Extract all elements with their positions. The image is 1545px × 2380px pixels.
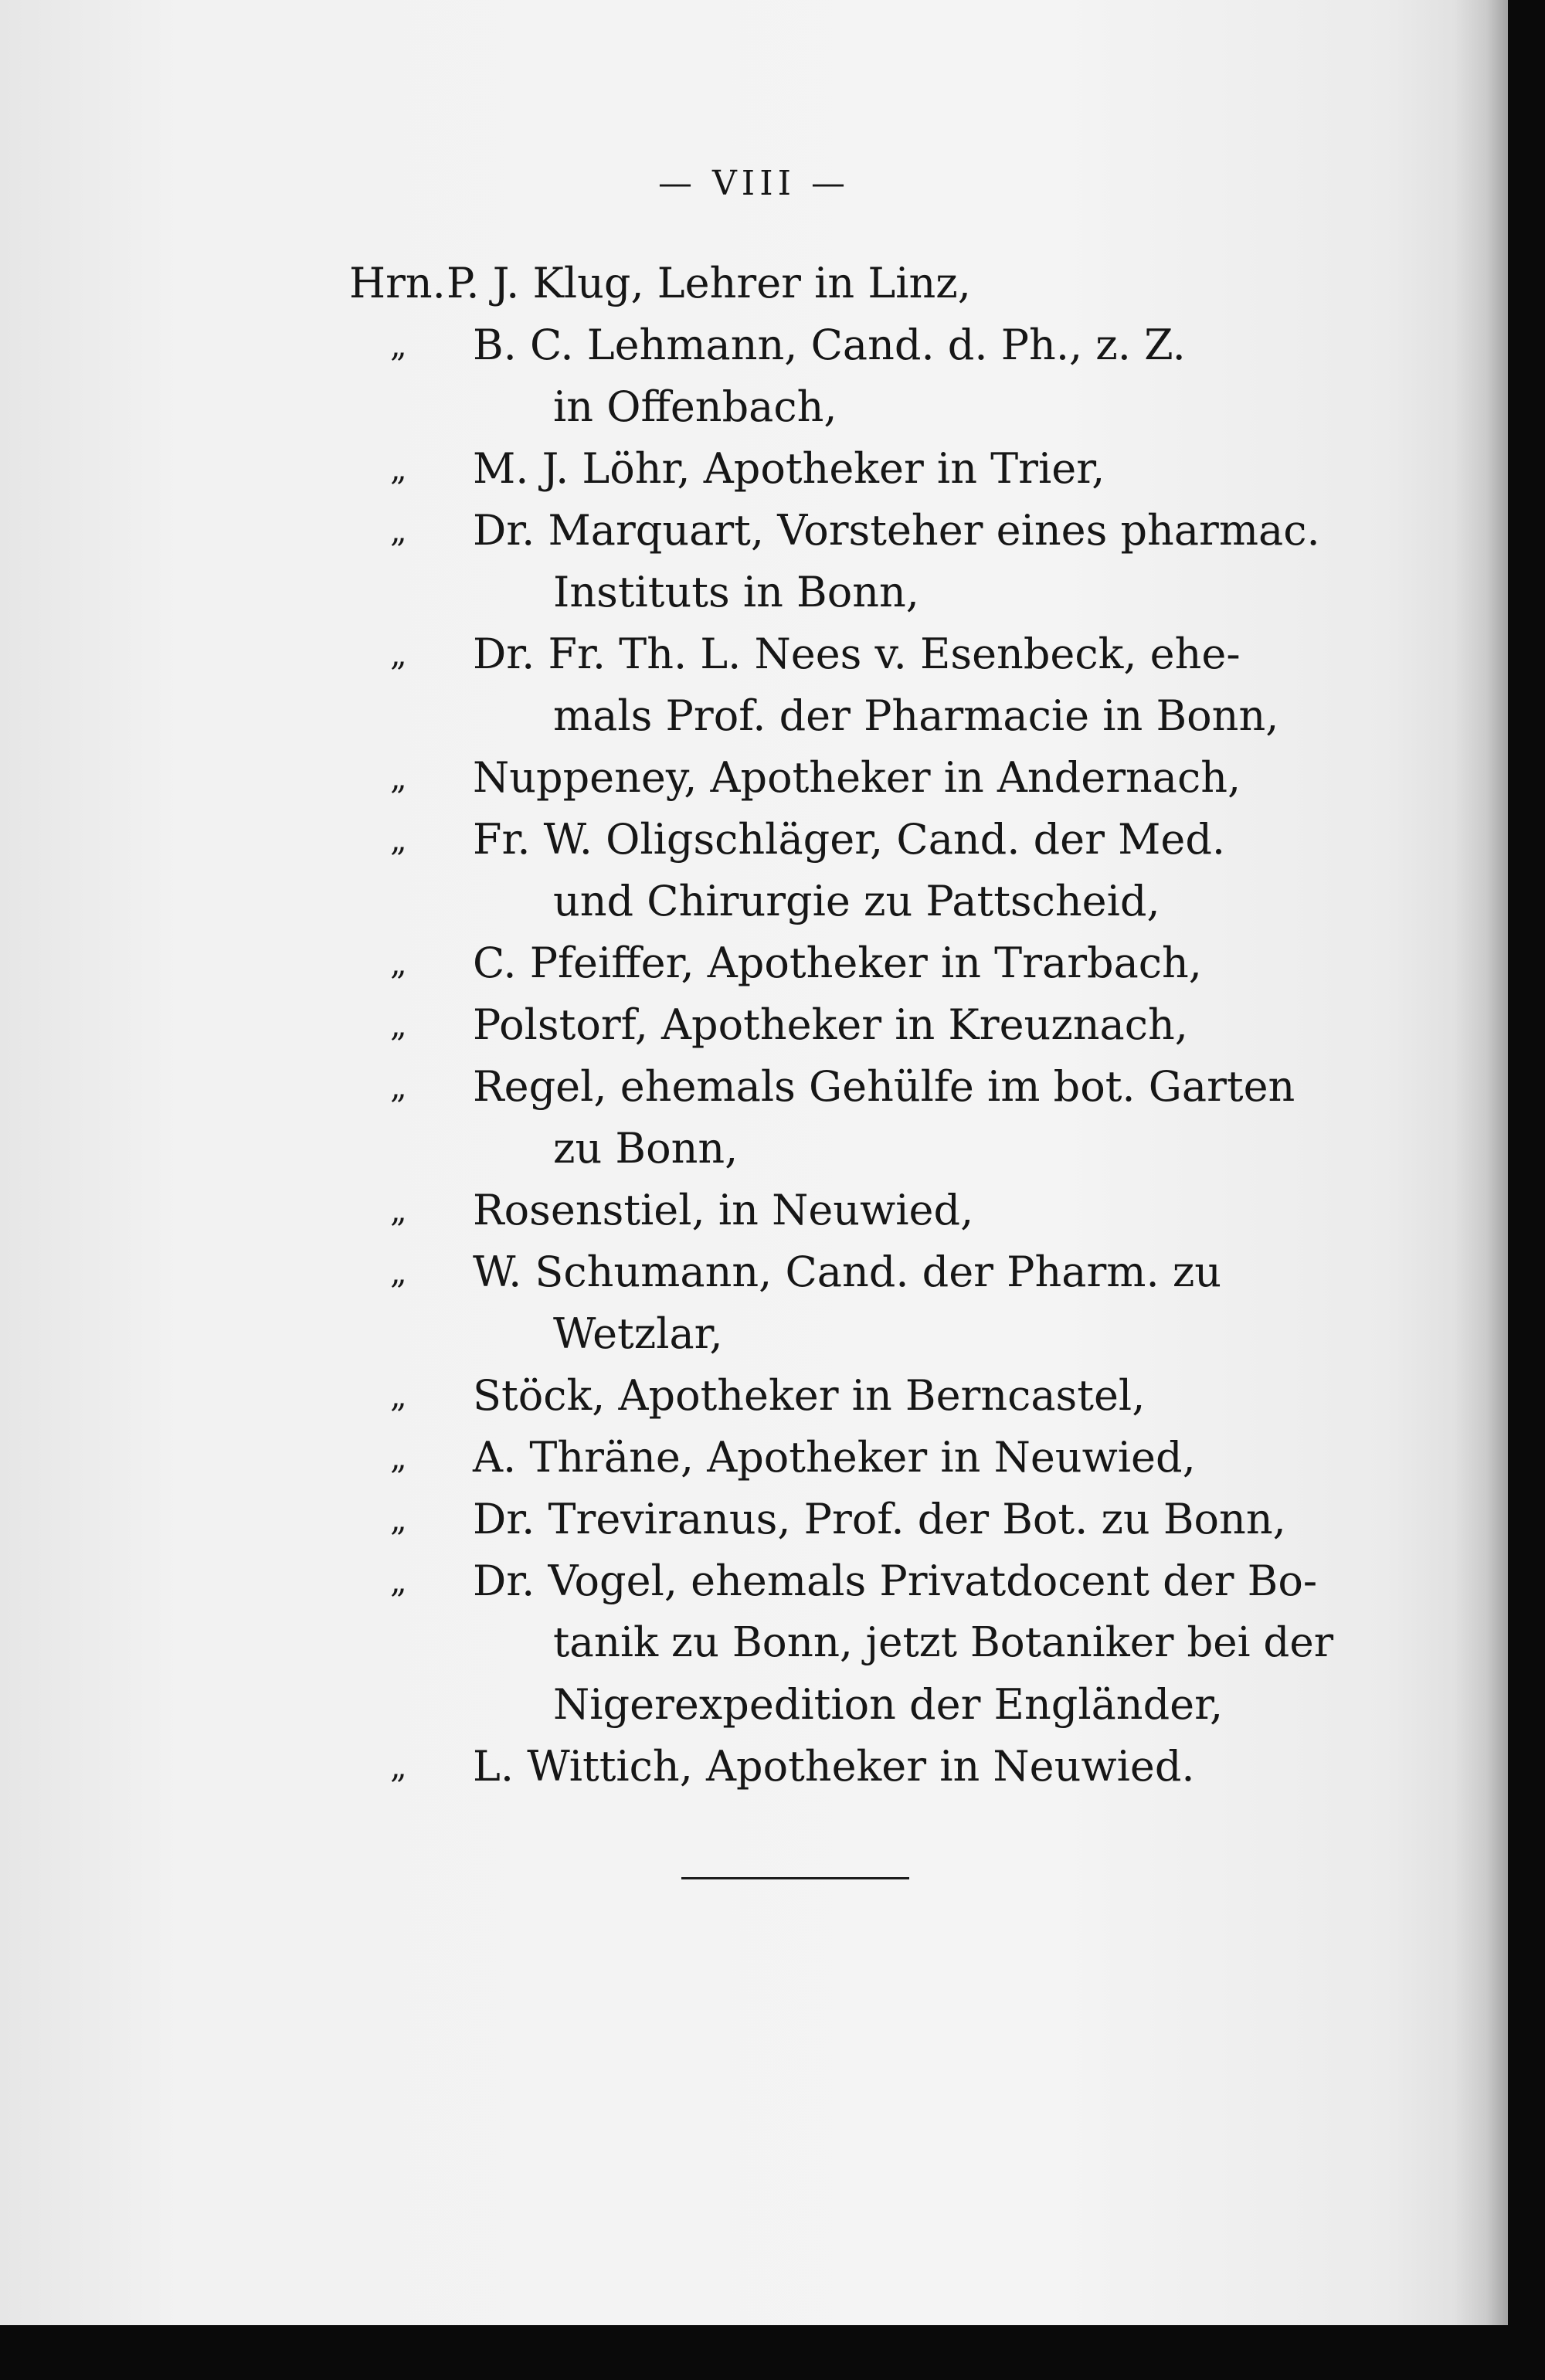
list-line: Rosenstiel, in Neuwied, xyxy=(473,1186,974,1234)
ditto-mark: „ xyxy=(390,635,407,673)
ditto-mark: „ xyxy=(390,1068,407,1105)
list-line: Stöck, Apotheker in Berncastel, xyxy=(473,1371,1146,1420)
ditto-mark: „ xyxy=(390,944,407,982)
list-line: B. C. Lehmann, Cand. d. Ph., z. Z. xyxy=(473,321,1186,369)
list-line-continuation: mals Prof. der Pharmacie in Bonn, xyxy=(553,691,1279,740)
list-line: Fr. W. Oligschläger, Cand. der Med. xyxy=(473,815,1226,864)
ditto-mark: „ xyxy=(390,1438,407,1476)
list-line-continuation: Nigerexpedition der Engländer, xyxy=(553,1680,1224,1729)
list-line-continuation: Instituts in Bonn, xyxy=(553,568,919,616)
list-line: A. Thräne, Apotheker in Neuwied, xyxy=(473,1433,1196,1482)
page-number: — VIII — xyxy=(658,164,850,203)
ditto-mark: „ xyxy=(390,1191,407,1229)
list-line: Dr. Treviranus, Prof. der Bot. zu Bonn, xyxy=(473,1495,1286,1543)
list-line: M. J. Löhr, Apotheker in Trier, xyxy=(473,444,1105,493)
list-line-continuation: zu Bonn, xyxy=(553,1124,739,1173)
closing-rule xyxy=(681,1877,909,1879)
honorific-prefix: Hrn. xyxy=(349,259,446,307)
ditto-mark: „ xyxy=(390,820,407,858)
list-line: C. Pfeiffer, Apotheker in Trarbach, xyxy=(473,939,1202,987)
list-line: P. J. Klug, Lehrer in Linz, xyxy=(447,259,971,307)
ditto-mark: „ xyxy=(390,1377,407,1414)
ditto-mark: „ xyxy=(390,450,407,487)
list-line: Nuppeney, Apotheker in Andernach, xyxy=(473,753,1241,802)
list-line: Dr. Fr. Th. L. Nees v. Esenbeck, ehe- xyxy=(473,630,1241,678)
list-line: Regel, ehemals Gehülfe im bot. Garten xyxy=(473,1062,1295,1111)
scan-edge-right xyxy=(1508,0,1545,2380)
ditto-mark: „ xyxy=(390,1562,407,1600)
ditto-mark: „ xyxy=(390,1747,407,1785)
list-line-continuation: Wetzlar, xyxy=(553,1309,723,1358)
list-line: Polstorf, Apotheker in Kreuznach, xyxy=(473,1000,1188,1049)
ditto-mark: „ xyxy=(390,1006,407,1044)
list-line-continuation: und Chirurgie zu Pattscheid, xyxy=(553,877,1160,925)
ditto-mark: „ xyxy=(390,1500,407,1538)
list-line: Dr. Marquart, Vorsteher eines pharmac. xyxy=(473,506,1320,555)
ditto-mark: „ xyxy=(390,1253,407,1291)
list-line: L. Wittich, Apotheker in Neuwied. xyxy=(473,1742,1195,1791)
ditto-mark: „ xyxy=(390,759,407,796)
ditto-mark: „ xyxy=(390,511,407,549)
list-line-continuation: in Offenbach, xyxy=(553,382,837,431)
scan-edge-bottom xyxy=(0,2325,1545,2380)
list-line: Dr. Vogel, ehemals Privatdocent der Bo- xyxy=(473,1557,1318,1605)
list-line: W. Schumann, Cand. der Pharm. zu xyxy=(473,1248,1222,1296)
list-line-continuation: tanik zu Bonn, jetzt Botaniker bei der xyxy=(553,1619,1334,1666)
ditto-mark: „ xyxy=(390,326,407,364)
